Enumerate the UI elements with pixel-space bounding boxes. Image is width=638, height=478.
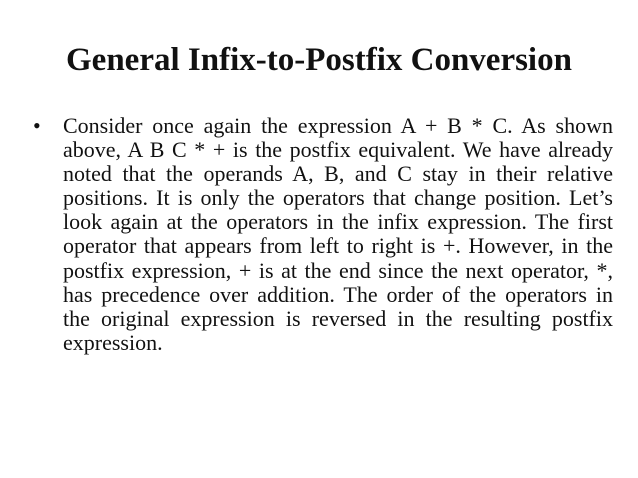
slide-body: [33, 114, 613, 355]
bullet-item: [33, 114, 613, 355]
bullet-icon: •: [33, 113, 41, 138]
bullet-text: Consider once again the expression A + B * C. As shown above, A B C * + is the postfix equivalent. We have already noted that the operands A, B, and C stay in their relative positions. It is only the operators that change position. Let’s look again at the operators in the infix expression. The first operator that appears from left to right is +. However, in the postfix expression, + is at the end since the next operator, *, has precedence over addition. The order of the operators in the original expression is reversed in the resulting postfix expression.: [63, 113, 613, 355]
slide-title: General Infix-to-Postfix Conversion: [66, 42, 572, 78]
